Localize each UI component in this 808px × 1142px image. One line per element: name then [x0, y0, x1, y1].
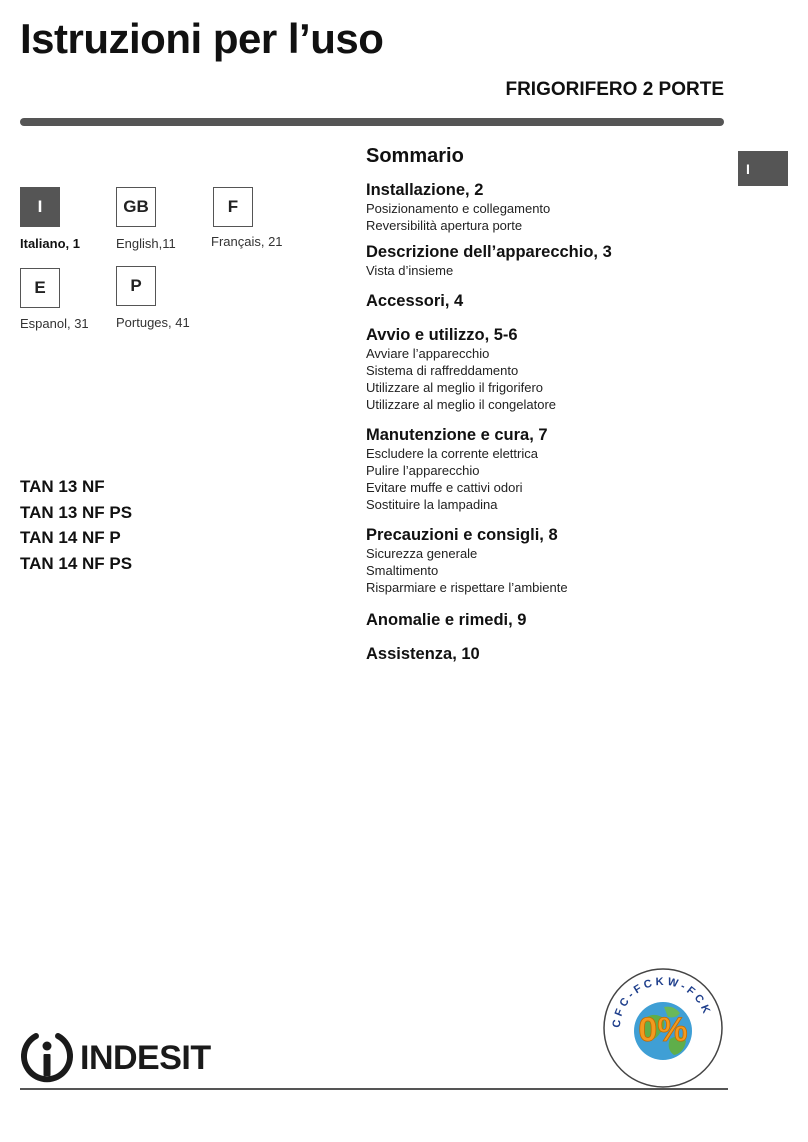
language-caption-p: Portuges, 41	[116, 315, 190, 330]
toc-section-title[interactable]: Descrizione dell’apparecchio, 3	[366, 243, 612, 261]
indesit-logo-icon	[20, 1030, 74, 1086]
toc-item[interactable]: Pulire l’apparecchio	[366, 463, 480, 478]
language-caption-f: Français, 21	[211, 234, 283, 249]
model-name: TAN 13 NF	[20, 477, 105, 496]
toc-item[interactable]: Sistema di raffreddamento	[366, 363, 519, 378]
language-caption-i: Italiano, 1	[20, 236, 80, 251]
table-of-contents	[366, 143, 726, 672]
language-caption-e: Espanol, 31	[20, 316, 89, 331]
cfc-free-seal	[602, 967, 724, 1089]
seal-center-text: 0%	[638, 1011, 688, 1049]
model-name: TAN 13 NF PS	[20, 502, 133, 522]
language-caption-gb: English,11	[116, 236, 176, 251]
toc-section-title[interactable]: Installazione, 2	[366, 181, 484, 199]
toc-section	[366, 425, 726, 513]
document-subtitle: FRIGORIFERO 2 PORTE	[505, 79, 724, 100]
toc-item[interactable]: Avviare l’apparecchio	[366, 346, 490, 361]
toc-section-title[interactable]: Accessori, 4	[366, 292, 464, 310]
toc-item[interactable]: Utilizzare al meglio il frigorifero	[366, 380, 543, 395]
model-list	[20, 474, 132, 576]
language-box-f[interactable]: F	[213, 187, 253, 227]
brand-logo	[20, 1030, 211, 1086]
seal-ring-text: CFC-FCKW-FCK	[610, 975, 714, 1029]
cfc-free-seal-icon	[602, 967, 724, 1089]
toc-item[interactable]: Escludere la corrente elettrica	[366, 446, 538, 461]
toc-section-title[interactable]: Precauzioni e consigli, 8	[366, 526, 558, 544]
toc-section	[366, 610, 726, 630]
toc-item[interactable]: Sicurezza generale	[366, 546, 478, 561]
toc-item[interactable]: Vista d’insieme	[366, 263, 454, 278]
footer-divider	[20, 1088, 728, 1090]
toc-section-title[interactable]: Manutenzione e cura, 7	[366, 426, 548, 444]
toc-item[interactable]: Sostituire la lampadina	[366, 497, 498, 512]
toc-section	[366, 291, 726, 311]
model-name: TAN 14 NF PS	[20, 553, 133, 573]
language-box-p[interactable]: P	[116, 266, 156, 306]
language-box-i[interactable]: I	[20, 187, 60, 227]
brand-name: INDESIT	[80, 1038, 211, 1077]
toc-section-title[interactable]: Anomalie e rimedi, 9	[366, 611, 527, 629]
language-side-tab: I	[738, 151, 788, 186]
model-name: TAN 14 NF P	[20, 528, 121, 548]
toc-section	[366, 644, 726, 664]
language-box-gb[interactable]: GB	[116, 187, 156, 227]
toc-item[interactable]: Evitare muffe e cattivi odori	[366, 480, 523, 495]
toc-section	[366, 525, 726, 596]
toc-section-title[interactable]: Assistenza, 10	[366, 645, 480, 663]
toc-heading: Sommario	[366, 145, 464, 167]
document-title: Istruzioni per l’uso	[20, 15, 384, 62]
toc-section	[366, 325, 726, 413]
header-divider	[20, 118, 724, 126]
toc-item[interactable]: Risparmiare e rispettare l’ambiente	[366, 580, 568, 595]
toc-section-title[interactable]: Avvio e utilizzo, 5-6	[366, 326, 518, 344]
toc-section	[366, 242, 726, 279]
toc-item[interactable]: Smaltimento	[366, 563, 439, 578]
toc-item[interactable]: Reversibilità apertura porte	[366, 218, 523, 233]
toc-item[interactable]: Utilizzare al meglio il congelatore	[366, 397, 557, 412]
language-box-e[interactable]: E	[20, 268, 60, 308]
toc-section	[366, 180, 726, 234]
toc-item[interactable]: Posizionamento e collegamento	[366, 201, 551, 216]
